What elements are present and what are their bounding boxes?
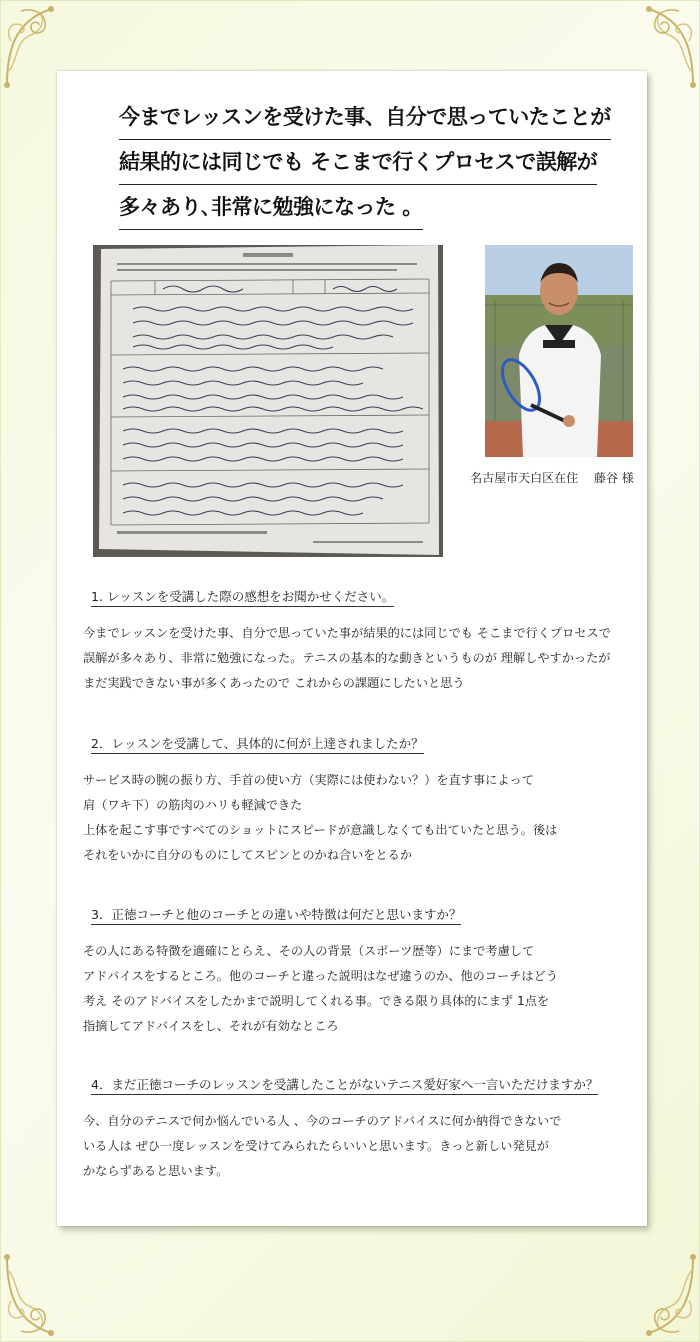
answer-line: サービス時の腕の振り方、手首の使い方（実際には使わない？）を直す事によって [83, 773, 534, 787]
answer-line: いる人は ぜひ一度レッスンを受けてみられたらいいと思います。きっと新しい発見が [83, 1139, 549, 1153]
answer-line: 肩（ワキ下）の筋肉のハリも軽減できた [83, 798, 303, 812]
answer-4 [83, 1109, 623, 1184]
qa-section-3 [83, 904, 623, 1039]
answer-line: まだ実践できない事が多くあったので これからの課題にしたいと思う [83, 676, 465, 690]
headline-line: 多々あり､非常に勉強になった 。 [119, 185, 423, 230]
qa-section-1 [83, 586, 623, 696]
answer-line: かならずあると思います。 [83, 1164, 229, 1178]
answer-line: 考え そのアドバイスをしたかまで説明してくれる事。できる限り具体的にまず 1点を [83, 994, 550, 1008]
customer-caption: 名古屋市天白区在住 藤谷 様 [470, 471, 634, 485]
testimonial-headline [119, 95, 619, 230]
qa-section-4 [83, 1074, 623, 1184]
question-1: 1. レッスンを受講した際の感想をお聞かせください。 [91, 587, 394, 607]
qa-section-2 [83, 733, 623, 868]
answer-2 [83, 768, 623, 868]
answer-line: 上体を起こす事ですべてのショットにスピードが意識しなくても出ていたと思う。後は [83, 823, 558, 837]
answer-line: その人にある特徴を適確にとらえ、その人の背景（スポーツ歴等）にまで考慮して [83, 944, 535, 958]
headline-line: 今までレッスンを受けた事、自分で思っていたことが [119, 95, 611, 140]
answer-line: 今、自分のテニスで何か悩んでいる人 、今のコーチのアドバイスに何か納得できないで [83, 1114, 562, 1128]
question-3: 3．正徳コーチと他のコーチとの違いや特徴は何だと思いますか？ [91, 905, 461, 925]
answer-3 [83, 939, 623, 1039]
answer-line: 指摘してアドバイスをし、それが有効なところ [83, 1019, 339, 1033]
content-paper [57, 71, 647, 1226]
answer-1 [83, 621, 623, 696]
answer-line: 誤解が多々あり、非常に勉強になった。テニスの基本的な動きというものが 理解しやすかったが [83, 651, 611, 665]
question-4: 4．まだ正徳コーチのレッスンを受講したことがないテニス愛好家へ一言いただけますか？ [91, 1075, 598, 1095]
answer-line: 今までレッスンを受けた事、自分で思っていた事が結果的には同じでも そこまで行くプロセスで [83, 626, 611, 640]
question-2: 2．レッスンを受講して、具体的に何が上達されましたか？ [91, 734, 424, 754]
ornament-corner-icon [1, 1251, 91, 1341]
ornament-corner-icon [609, 1251, 699, 1341]
headline-line: 結果的には同じでも そこまで行くプロセスで誤解が [119, 140, 597, 185]
customer-portrait-photo [485, 245, 633, 457]
answer-line: アドバイスをするところ。他のコーチと違った説明はなぜ違うのか、他のコーチはどう [83, 969, 558, 983]
answer-line: それをいかに自分のものにしてスピンとのかね合いをとるか [83, 848, 413, 862]
survey-sheet-photo [93, 245, 443, 557]
